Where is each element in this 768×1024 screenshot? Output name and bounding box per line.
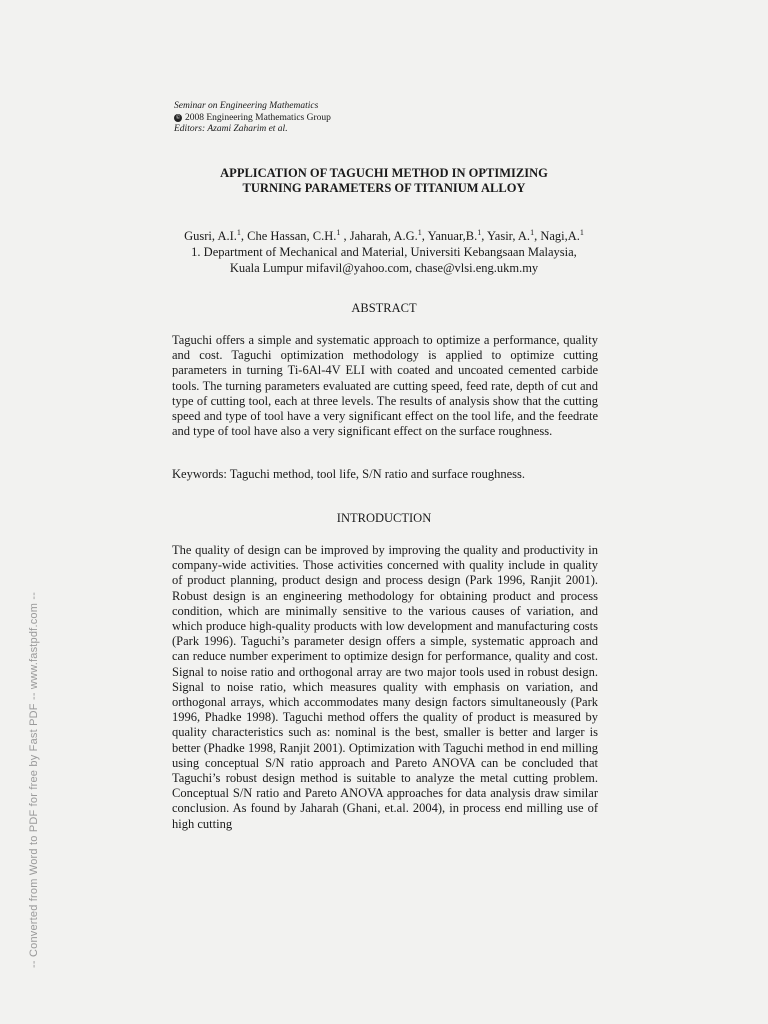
- introduction-body: The quality of design can be improved by improving the quality and productivity in company-wide activities. Those activities concerned with quality include in quality of product planning, product design and process design (Park 1996, Ranjit 2001). Robust design is an engineering methodology for obtaining product and process condition, which are minimally sensitive to the various causes of variation, and which produce high-quality products with low development and manufacturing costs (Park 1996). Taguchi’s parameter design offers a simple, systematic approach and can reduce number experiment to optimize design for performance, quality and cost. Signal to noise ratio and orthogonal array are two major tools used in robust design. Signal to noise ratio, which measures quality with emphasis on variation, and orthogonal arrays, which accommodates many design factors simultaneously (Park 1996, Phadke 1998). Taguchi method offers the quality of product is measured by quality characteristics such as: nominal is the best, smaller is better and larger is better (Phadke 1998, Ranjit 2001). Optimization with Taguchi method in end milling using conceptual S/N ratio approach and Pareto ANOVA can be concluded that Taguchi’s robust design method is suitable to analyze the metal cutting problem. Conceptual S/N ratio and Pareto ANOVA approaches for data analysis draw similar conclusion. As found by Jaharah (Ghani, et.al. 2004), in process end milling use of high cutting: [172, 543, 598, 831]
- title-line-1: APPLICATION OF TAGUCHI METHOD IN OPTIMIZING: [220, 166, 548, 180]
- editors-line: Editors: Azami Zaharim et al.: [174, 124, 288, 134]
- author-separator: ,: [421, 229, 428, 244]
- author-name: Jaharah, A.G.: [349, 229, 418, 244]
- abstract-body: Taguchi offers a simple and systematic approach to optimize a performance, quality and cost. Taguchi optimization methodology is applied to optimize cutting parameters in turning Ti-6Al-4V ELI with coated and uncoated cemented carbide tools. The turning parameters evaluated are cutting speed, feed rate, depth of cut and type of cutting tool, each at three levels. The results of analysis show that the cutting speed and type of tool have a very significant effect on the tool life, and the feedrate and type of tool have also a very significant effect on the surface roughness.: [172, 333, 598, 439]
- title-line-2: TURNING PARAMETERS OF TITANIUM ALLOY: [242, 181, 526, 195]
- author-separator: ,: [240, 229, 248, 244]
- author-name: Gusri, A.I.: [184, 229, 237, 244]
- author-affiliation-mark: 1: [477, 228, 482, 237]
- conversion-watermark: -- Converted from Word to PDF for free by Fast PDF -- www.fastpdf.com --: [28, 591, 40, 968]
- journal-header: [174, 101, 331, 136]
- author-affiliation-mark: 1: [236, 228, 241, 237]
- author-affiliation-mark: 1: [417, 228, 422, 237]
- keywords: Keywords: Taguchi method, tool life, S/N ratio and surface roughness.: [172, 467, 525, 481]
- author-separator: ,: [481, 229, 488, 244]
- author-name: Yasir, A.: [487, 229, 531, 244]
- author-affiliation-mark: 1: [530, 228, 535, 237]
- author-affiliation-mark: 1: [579, 228, 584, 237]
- seminar-name: Seminar on Engineering Mathematics: [174, 101, 319, 111]
- copyright-icon: ©: [175, 115, 181, 122]
- affiliation: 1. Department of Mechanical and Material, Universiti Kebangsaan Malaysia,: [191, 245, 577, 260]
- author-separator: ,: [534, 229, 541, 244]
- abstract-heading: ABSTRACT: [351, 301, 417, 315]
- author-name: Nagi,A.: [540, 229, 580, 244]
- introduction-heading: INTRODUCTION: [336, 511, 432, 525]
- copyright-text: 2008 Engineering Mathematics Group: [185, 112, 331, 123]
- author-name: Che Hassan, C.H.: [247, 229, 337, 244]
- paper-title: [120, 166, 648, 196]
- author-block: [120, 225, 648, 276]
- contact-emails: Kuala Lumpur mifavil@yahoo.com, chase@vlsi.eng.ukm.my: [229, 261, 539, 276]
- author-list: [120, 225, 648, 244]
- author-affiliation-mark: 1: [336, 228, 341, 237]
- author-separator: ,: [340, 229, 350, 244]
- copyright-line: [174, 113, 331, 125]
- author-name: Yanuar,B.: [427, 229, 478, 244]
